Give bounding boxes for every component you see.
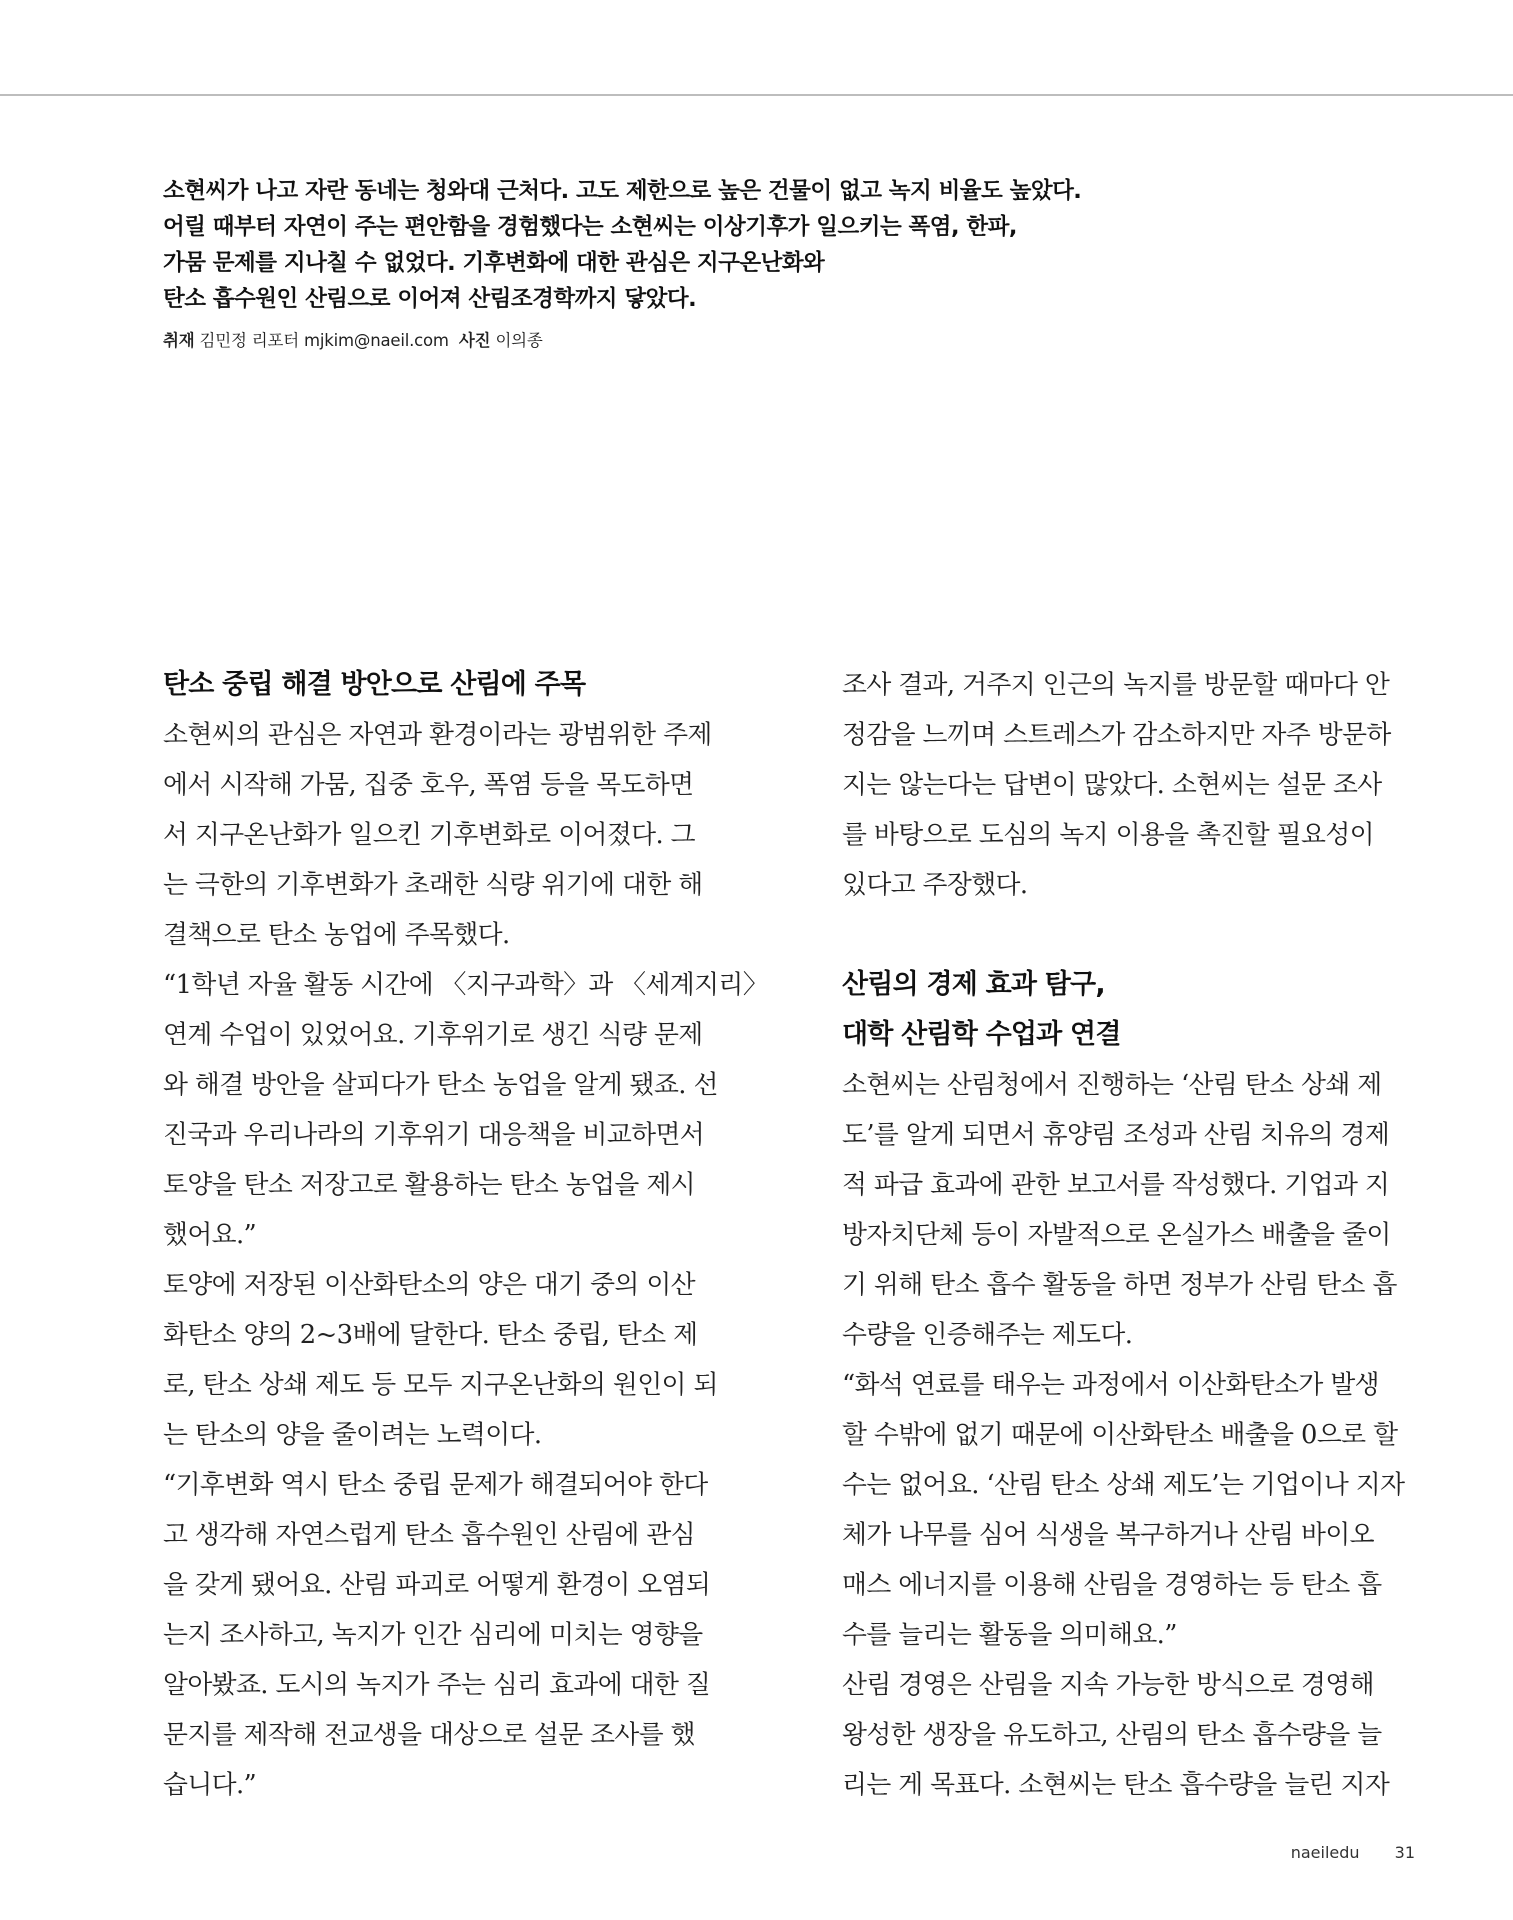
body-line: 방자치단체 등이 자발적으로 온실가스 배출을 줄이 [842,1220,1391,1250]
body-line: 소현씨는 산림청에서 진행하는 ‘산림 탄소 상쇄 제 [842,1070,1382,1100]
body-line: 습니다.” [163,1770,257,1800]
body-line: 진국과 우리나라의 기후위기 대응책을 비교하면서 [163,1120,705,1150]
body-line: 체가 나무를 심어 식생을 복구하거나 산림 바이오 [842,1520,1374,1550]
body-line: 리는 게 목표다. 소현씨는 탄소 흡수량을 늘린 지자 [842,1770,1390,1800]
lead-paragraph [163,173,1403,317]
body-line: 문지를 제작해 전교생을 대상으로 설문 조사를 했 [163,1720,695,1750]
body-line: 수를 늘리는 활동을 의미해요.” [842,1620,1177,1650]
body-line: 알아봤죠. 도시의 녹지가 주는 심리 효과에 대한 질 [163,1670,711,1700]
section-spacer [842,910,1420,960]
body-line: 정감을 느끼며 스트레스가 감소하지만 자주 방문하 [842,720,1391,750]
body-line: 서 지구온난화가 일으킨 기후변화로 이어졌다. 그 [163,820,695,850]
right-column [842,660,1420,1810]
left-column [163,660,768,1810]
page-number: 31 [1394,1843,1415,1862]
body-line: 적 파급 효과에 관한 보고서를 작성했다. 기업과 지 [842,1170,1390,1200]
body-line: 결책으로 탄소 농업에 주목했다. [163,920,510,950]
body-line: 수는 없어요. ‘산림 탄소 상쇄 제도’는 기업이나 지자 [842,1470,1405,1500]
section-heading: 대학 산림학 수업과 연결 [842,1019,1121,1050]
body-line: 는지 조사하고, 녹지가 인간 심리에 미치는 영향을 [163,1620,703,1650]
body-line: 지는 않는다는 답변이 많았다. 소현씨는 설문 조사 [842,770,1382,800]
lead-line: 소현씨가 나고 자란 동네는 청와대 근처다. 고도 제한으로 높은 건물이 없고 녹지 비율도 높았다. [163,178,1082,204]
body-line: 는 탄소의 양을 줄이려는 노력이다. [163,1420,542,1450]
body-line: 를 바탕으로 도심의 녹지 이용을 촉진할 필요성이 [842,820,1374,850]
top-rule [0,94,1513,96]
section-heading: 탄소 중립 해결 방안으로 산림에 주목 [163,669,586,700]
body-line: 산림 경영은 산림을 지속 가능한 방식으로 경영해 [842,1670,1374,1700]
reporter-label: 취재 [163,331,195,350]
body-line: 할 수밖에 없기 때문에 이산화탄소 배출을 0으로 할 [842,1420,1398,1450]
body-line: 했어요.” [163,1220,257,1250]
reporter-name: 김민정 리포터 mjkim@naeil.com [199,331,449,350]
body-line: 토양을 탄소 저장고로 활용하는 탄소 농업을 제시 [163,1170,695,1200]
body-line: 고 생각해 자연스럽게 탄소 흡수원인 산림에 관심 [163,1520,695,1550]
body-line: 기 위해 탄소 흡수 활동을 하면 정부가 산림 탄소 흡 [842,1270,1397,1300]
body-line: “기후변화 역시 탄소 중립 문제가 해결되어야 한다 [163,1470,708,1500]
photo-label: 사진 [458,331,491,350]
body-line: 매스 에너지를 이용해 산림을 경영하는 등 탄소 흡 [842,1570,1382,1600]
body-line: 도’를 알게 되면서 휴양림 조성과 산림 치유의 경제 [842,1120,1390,1150]
lead-line: 가뭄 문제를 지나칠 수 없었다. 기후변화에 대한 관심은 지구온난화와 [163,250,825,276]
body-line: 왕성한 생장을 유도하고, 산림의 탄소 흡수량을 늘 [842,1720,1382,1750]
publication-name: naeiledu [1290,1843,1360,1862]
body-line: 조사 결과, 거주지 인근의 녹지를 방문할 때마다 안 [842,670,1390,700]
body-line: 소현씨의 관심은 자연과 환경이라는 광범위한 주제 [163,720,712,750]
page-footer [1291,1843,1415,1862]
lead-line: 어릴 때부터 자연이 주는 편안함을 경험했다는 소현씨는 이상기후가 일으키는 폭염, 한파, [163,214,1017,240]
body-line: 수량을 인증해주는 제도다. [842,1320,1133,1350]
body-line: 화탄소 양의 2~3배에 달한다. 탄소 중립, 탄소 제 [163,1320,698,1350]
body-line: 로, 탄소 상쇄 제도 등 모두 지구온난화의 원인이 되 [163,1370,718,1400]
body-line: 연계 수업이 있었어요. 기후위기로 생긴 식량 문제 [163,1020,703,1050]
body-line: 을 갖게 됐어요. 산림 파괴로 어떻게 환경이 오염되 [163,1570,711,1600]
body-line: 토양에 저장된 이산화탄소의 양은 대기 중의 이산 [163,1270,695,1300]
byline [163,327,543,351]
lead-line: 탄소 흡수원인 산림으로 이어져 산림조경학까지 닿았다. [163,286,697,312]
body-line: 와 해결 방안을 살피다가 탄소 농업을 알게 됐죠. 선 [163,1070,718,1100]
photographer-name: 이의종 [495,331,543,350]
body-line: 에서 시작해 가뭄, 집중 호우, 폭염 등을 목도하면 [163,770,694,800]
body-line: “화석 연료를 태우는 과정에서 이산화탄소가 발생 [842,1370,1379,1400]
body-line: 있다고 주장했다. [842,870,1028,900]
body-line: 는 극한의 기후변화가 초래한 식량 위기에 대한 해 [163,870,703,900]
section-heading: 산림의 경제 효과 탐구, [842,969,1105,1000]
body-line: “1학년 자율 활동 시간에 〈지구과학〉과 〈세계지리〉 [163,970,768,1000]
